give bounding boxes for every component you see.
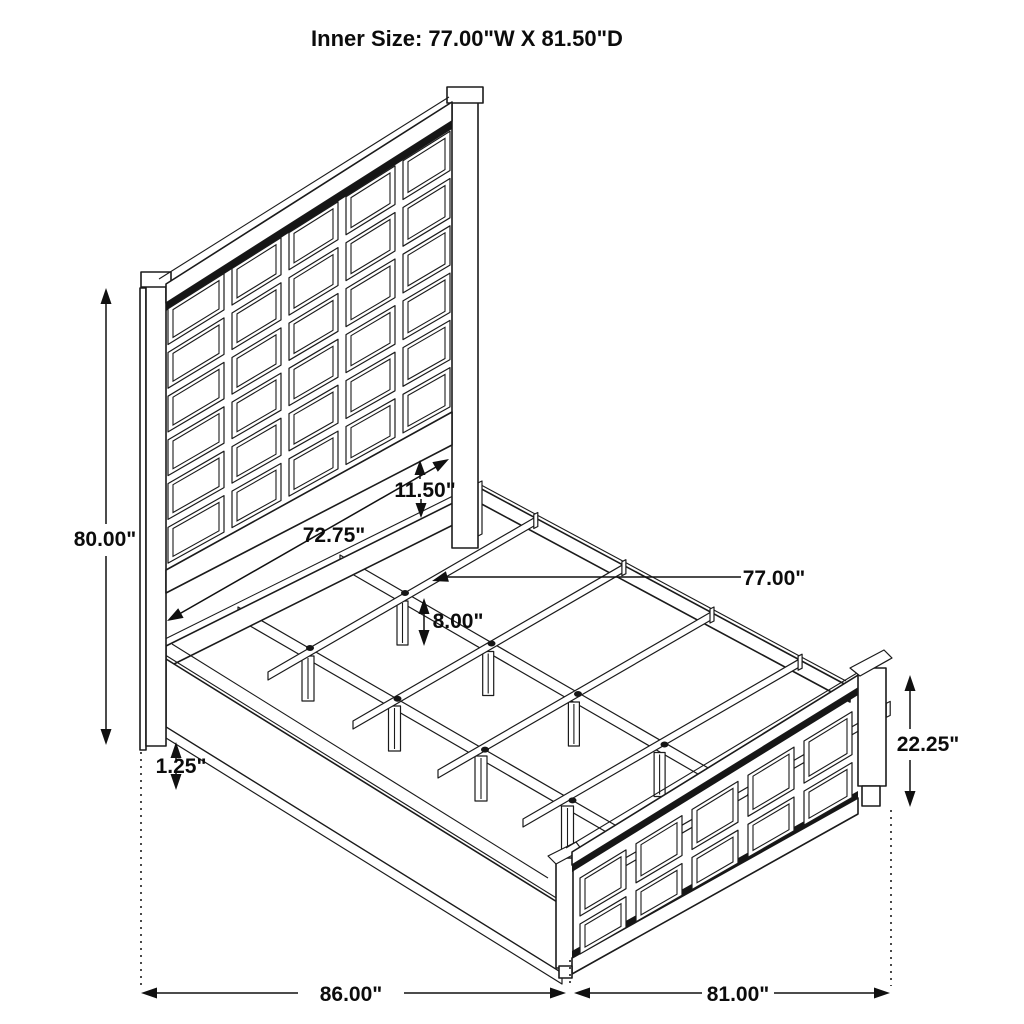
screw-dot — [574, 691, 582, 697]
arrow-right-up-icon — [432, 459, 449, 472]
dim-footboard-height — [897, 675, 960, 807]
arrow-right-icon — [550, 988, 566, 999]
dim-inner-width-label: 77.00" — [742, 567, 806, 590]
arrow-down-icon — [419, 630, 430, 646]
front-side-rail — [162, 644, 562, 984]
dim-head-rail-length-label: 72.75" — [302, 524, 366, 547]
dim-headboard-height — [74, 288, 137, 745]
footboard-right-post — [858, 668, 886, 786]
screw-dot — [488, 641, 496, 647]
dim-overall-width-label: 81.00" — [706, 983, 770, 1006]
slat-end-cap — [622, 560, 626, 576]
slat-end-cap — [710, 607, 714, 623]
arrow-up-icon — [101, 288, 112, 304]
slat-end-cap — [534, 513, 538, 529]
slat-end-cap — [798, 654, 802, 670]
arrow-left-down-icon — [167, 608, 184, 621]
screw-dot — [569, 797, 577, 803]
arrow-left-icon — [141, 988, 157, 999]
dim-base-trim-height-label: 1.25" — [155, 755, 207, 778]
headboard-left-post — [146, 284, 166, 746]
headboard-right-post-cap — [447, 87, 483, 103]
arrow-down-icon — [905, 791, 916, 807]
arrow-right-icon — [874, 988, 890, 999]
screw-dot — [306, 645, 314, 651]
page-title: Inner Size: 77.00"W X 81.50"D — [311, 26, 623, 51]
footboard — [548, 650, 892, 978]
dim-headboard-height-label: 80.00" — [73, 528, 137, 551]
front-side-rail-face — [166, 659, 562, 973]
dim-headboard-rail-gap-label: 11.50" — [394, 479, 456, 502]
headboard-left-post-side — [140, 288, 146, 750]
dim-overall-depth — [141, 983, 566, 1006]
screw-dot — [661, 742, 669, 748]
screw-dot — [394, 696, 402, 702]
screw-dot — [401, 590, 409, 596]
dim-overall-depth-label: 86.00" — [319, 983, 383, 1006]
arrow-left-icon — [574, 988, 590, 999]
arrow-up-icon — [905, 675, 916, 691]
arrow-down-icon — [101, 729, 112, 745]
headboard-right-post — [452, 96, 478, 548]
screw-dot — [481, 747, 489, 753]
dim-footboard-height-label: 22.25" — [896, 733, 960, 756]
dim-overall-width — [574, 983, 890, 1006]
dim-support-leg-height-label: 8.00" — [432, 610, 484, 633]
footboard-right-foot — [862, 786, 880, 806]
footboard-left-post — [556, 858, 573, 968]
